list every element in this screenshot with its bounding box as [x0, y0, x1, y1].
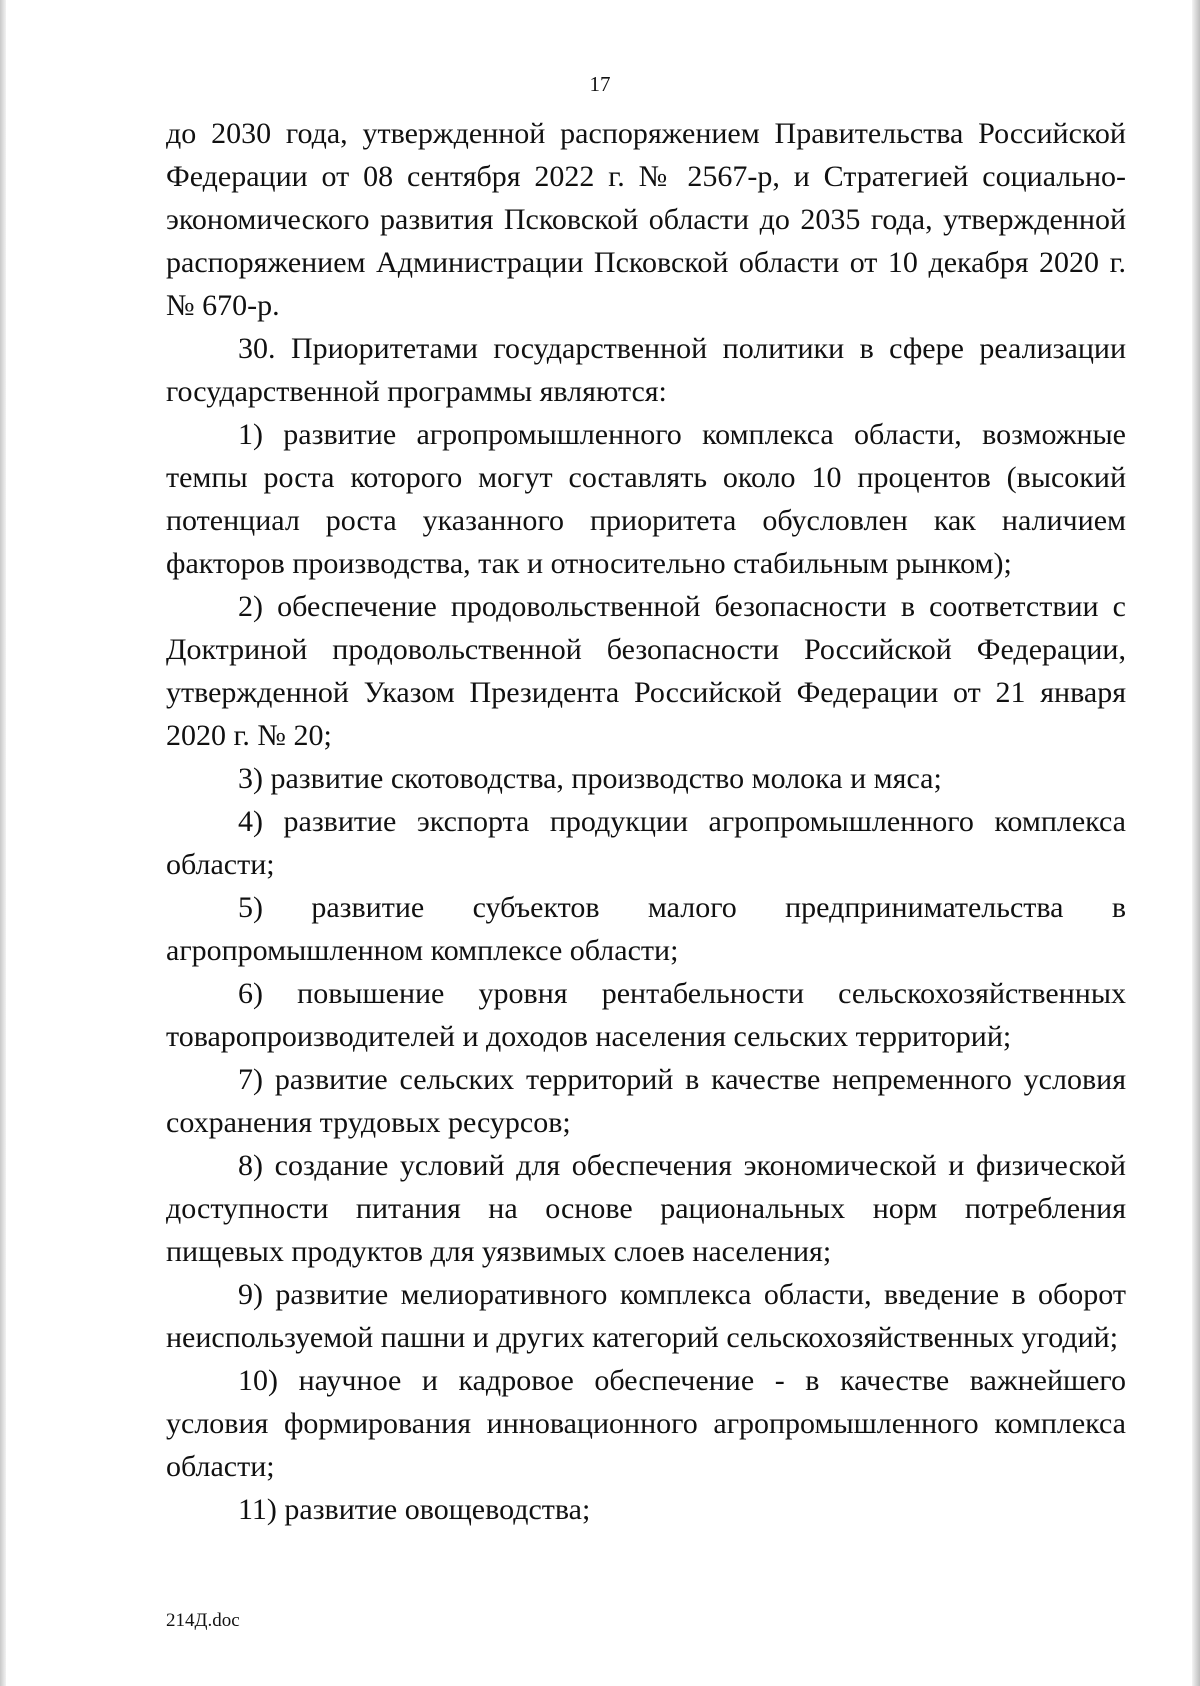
footer-filename: 214Д.doc: [166, 1610, 240, 1631]
scan-edge-left: [0, 0, 6, 1686]
document-body: [166, 112, 1126, 1531]
paragraph-continuation: до 2030 года, утвержденной распоряжением Правительства Российской Федерации от 08 сентября 2022 г. № 2567-р, и Стратегией социально-экономического развития Псковской области до 2035 года, утвержденной распоряжением Администрации Псковской области от 10 декабря 2020 г. № 670-р.: [166, 117, 1126, 322]
list-item-7: 7) развитие сельских территорий в качестве непременного условия сохранения трудовых ресурсов;: [166, 1063, 1126, 1139]
list-item-5: 5) развитие субъектов малого предпринимательства в агропромышленном комплексе области;: [166, 891, 1126, 967]
list-item-4: 4) развитие экспорта продукции агропромышленного комплекса области;: [166, 805, 1126, 881]
list-item-9: 9) развитие мелиоративного комплекса области, введение в оборот неиспользуемой пашни и других категорий сельскохозяйственных угодий;: [166, 1278, 1126, 1354]
list-item-3: 3) развитие скотоводства, производство молока и мяса;: [238, 762, 942, 795]
list-item-2: 2) обеспечение продовольственной безопасности в соответствии с Доктриной продовольственной безопасности Российской Федерации, утвержденной Указом Президента Российской Федерации от 21 января 2020 г. № 20;: [166, 590, 1126, 752]
list-item-6: 6) повышение уровня рентабельности сельскохозяйственных товаропроизводителей и доходов населения сельских территорий;: [166, 977, 1126, 1053]
list-item-1: 1) развитие агропромышленного комплекса области, возможные темпы роста которого могут составлять около 10 процентов (высокий потенциал роста указанного приоритета обусловлен как наличием факторов производства, так и относительно стабильным рынком);: [166, 418, 1126, 580]
list-item-11: 11) развитие овощеводства;: [238, 1493, 591, 1526]
list-item-8: 8) создание условий для обеспечения экономической и физической доступности питания на основе рациональных норм потребления пищевых продуктов для уязвимых слоев населения;: [166, 1149, 1126, 1268]
page-number: 17: [589, 72, 611, 96]
scan-edge-right: [1192, 0, 1200, 1686]
paragraph-item-30: 30. Приоритетами государственной политики в сфере реализации государственной программы являются:: [166, 332, 1126, 408]
list-item-10: 10) научное и кадровое обеспечение - в качестве важнейшего условия формирования инновационного агропромышленного комплекса области;: [166, 1364, 1126, 1483]
